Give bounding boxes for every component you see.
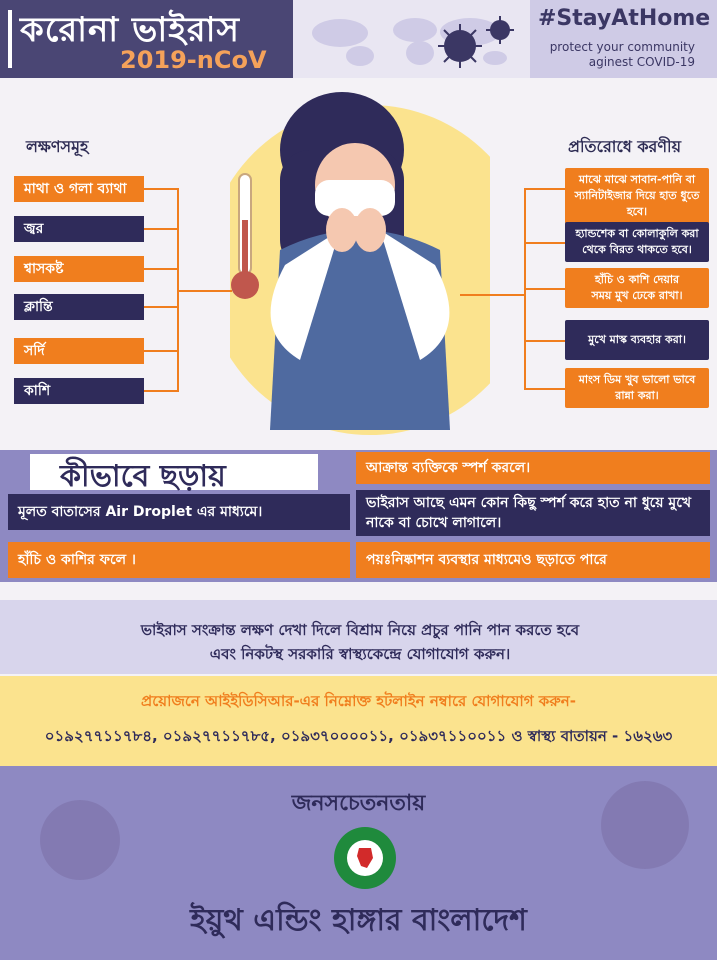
spread-item: মূলত বাতাসের Air Droplet এর মাধ্যমে। — [8, 494, 350, 530]
footer-label: জনসচেতনতায় — [291, 791, 426, 816]
spread-heading: কীভাবে ছড়ায় — [60, 459, 226, 494]
organization-logo — [333, 826, 397, 890]
spread-item: হাঁচি ও কাশির ফলে । — [8, 542, 350, 578]
title-rule — [8, 10, 12, 68]
tagline-line-1: protect your community — [549, 40, 695, 54]
bracket-line — [524, 340, 565, 342]
spread-item: পয়ঃনিষ্কাশন ব্যবস্থার মাধ্যমেও ছড়াতে পারে — [356, 542, 710, 578]
prevention-item: মুখে মাস্ক ব্যবহার করা। — [565, 320, 709, 360]
tagline-line-2: aginest COVID-19 — [588, 55, 695, 69]
organization-name: ইয়ুথ এন্ডিং হাঙ্গার বাংলাদেশ — [190, 903, 527, 938]
bracket-line — [144, 228, 178, 230]
prevention-item: মাংস ডিম খুব ভালো ভাবে রান্না করা। — [565, 368, 709, 408]
bracket-line — [524, 388, 565, 390]
bracket-line — [524, 242, 565, 244]
bracket-line — [144, 188, 178, 190]
prevention-item: হাঁচি ও কাশি দেয়ার সময় মুখ ঢেকে রাখা। — [565, 268, 709, 308]
symptom-item: জ্বর — [14, 216, 144, 242]
prevention-heading: প্রতিরোধে করণীয় — [568, 137, 682, 156]
bracket-line — [524, 188, 565, 190]
bracket-line — [177, 290, 232, 292]
symptom-item: শ্বাসকষ্ট — [14, 256, 144, 282]
bracket-line — [144, 350, 178, 352]
prevention-item: হ্যান্ডশেক বা কোলাকুলি করা থেকে বিরত থাকতে হবে। — [565, 222, 709, 262]
bracket-line — [144, 268, 178, 270]
prevention-item: মাঝে মাঝে সাবান-পানি বা স্যানিটাইজার দিয়ে হাত ধুতে হবে। — [565, 168, 709, 224]
spread-item: আক্রান্ত ব্যক্তিকে স্পর্শ করলে। — [356, 452, 710, 484]
hashtag: #StayAtHome — [538, 6, 711, 31]
spread-item: ভাইরাস আছে এমন কোন কিছু স্পর্শ করে হাত না ধুয়ে মুখে নাকে বা চোখে লাগালে। — [356, 490, 710, 536]
bracket-line — [460, 294, 525, 296]
symptom-item: সর্দি — [14, 338, 144, 364]
hotline-numbers: ০১৯২৭৭১১৭৮৪, ০১৯২৭৭১১৭৮৫, ০১৯৩৭০০০০১১, ০১৯৩৭১১০০১১ ও স্বাস্থ্য বাতায়ন - ১৬২৬৩ — [44, 727, 673, 745]
bracket-line — [144, 306, 178, 308]
virus-icon — [430, 14, 520, 74]
symptom-item: কাশি — [14, 378, 144, 404]
advice-text: ভাইরাস সংক্রান্ত লক্ষণ দেখা দিলে বিশ্রাম নিয়ে প্রচুর পানি পান করতে হবে এবং নিকটস্থ সরকারি স্বাস্থ্যকেন্দ্রে যোগাযোগ করুন। — [140, 621, 580, 663]
hotline-title: প্রয়োজনে আইইডিসিআর-এর নিম্নোক্ত হটলাইন নম্বারে যোগাযোগ করুন- — [141, 692, 576, 710]
bracket-line — [524, 288, 565, 290]
tagline — [545, 40, 695, 70]
symptom-item: মাথা ও গলা ব্যাথা — [14, 176, 144, 202]
virus-icon — [580, 760, 710, 890]
page-title: করোনা ভাইরাস — [20, 10, 240, 50]
page-subtitle: 2019-nCoV — [120, 46, 267, 74]
bracket-line — [144, 390, 178, 392]
sick-person-illustration — [230, 80, 490, 450]
symptom-item: ক্লান্তি — [14, 294, 144, 320]
symptoms-heading: লক্ষণসমূহ — [26, 137, 89, 156]
thermometer-icon — [225, 170, 265, 305]
